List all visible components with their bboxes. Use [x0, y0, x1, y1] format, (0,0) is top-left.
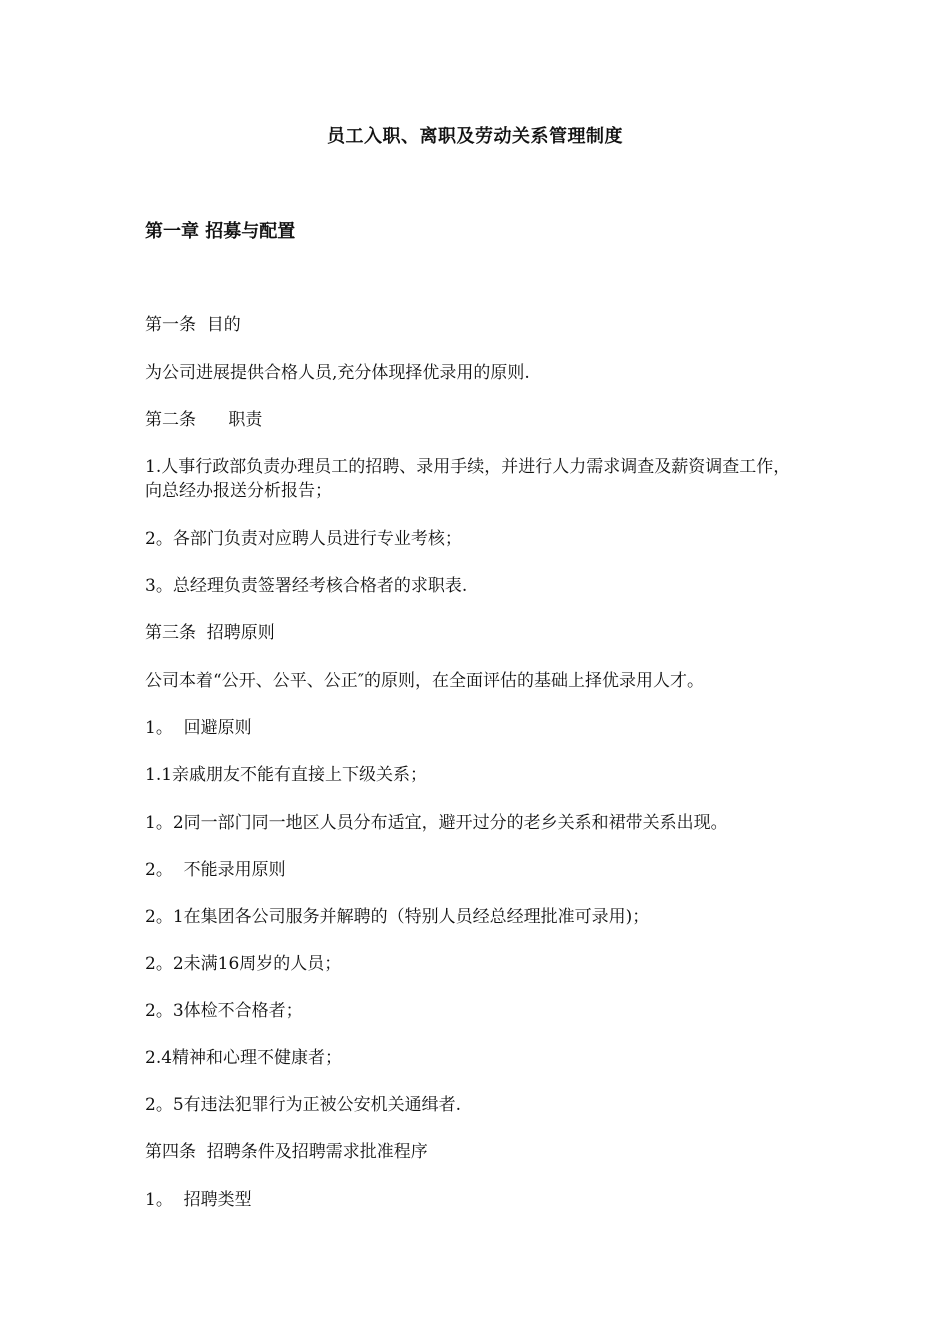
paragraph: 2.4精神和心理不健康者；	[145, 1048, 343, 1068]
paragraph: 公司本着“公开、公平、公正″的原则，在全面评估的基础上择优录用人才。	[145, 671, 705, 691]
paragraph: 1.人事行政部负责办理员工的招聘、录用手续，并进行人力需求调查及薪资调查工作，向总经办报送分析报告；	[145, 457, 791, 501]
article-2-heading: 第二条 职责	[145, 410, 263, 430]
paragraph: 2。3体检不合格者；	[145, 1001, 303, 1021]
paragraph: 1。2同一部门同一地区人员分布适宜，避开过分的老乡关系和裙带关系出现。	[145, 813, 728, 833]
chapter-heading: 第一章 招募与配置	[145, 221, 296, 242]
paragraph: 为公司进展提供合格人员,充分体现择优录用的原则.	[145, 363, 530, 383]
paragraph: 2。各部门负责对应聘人员进行专业考核；	[145, 529, 462, 549]
paragraph: 2。 不能录用原则	[145, 860, 286, 880]
document-title: 员工入职、离职及劳动关系管理制度	[327, 126, 623, 147]
paragraph: 2。2未满16周岁的人员；	[145, 954, 342, 974]
paragraph: 1。 回避原则	[145, 718, 252, 738]
paragraph: 2。1在集团各公司服务并解聘的（特别人员经总经理批准可录用)；	[145, 907, 650, 927]
paragraph: 2。5有违法犯罪行为正被公安机关通缉者.	[145, 1095, 462, 1115]
paragraph: 3。总经理负责签署经考核合格者的求职表.	[145, 576, 468, 596]
article-1-heading: 第一条 目的	[145, 315, 241, 335]
paragraph: 1。 招聘类型	[145, 1190, 252, 1210]
article-3-heading: 第三条 招聘原则	[145, 623, 275, 643]
paragraph: 1.1亲戚朋友不能有直接上下级关系；	[145, 765, 428, 785]
article-4-heading: 第四条 招聘条件及招聘需求批准程序	[145, 1142, 428, 1162]
